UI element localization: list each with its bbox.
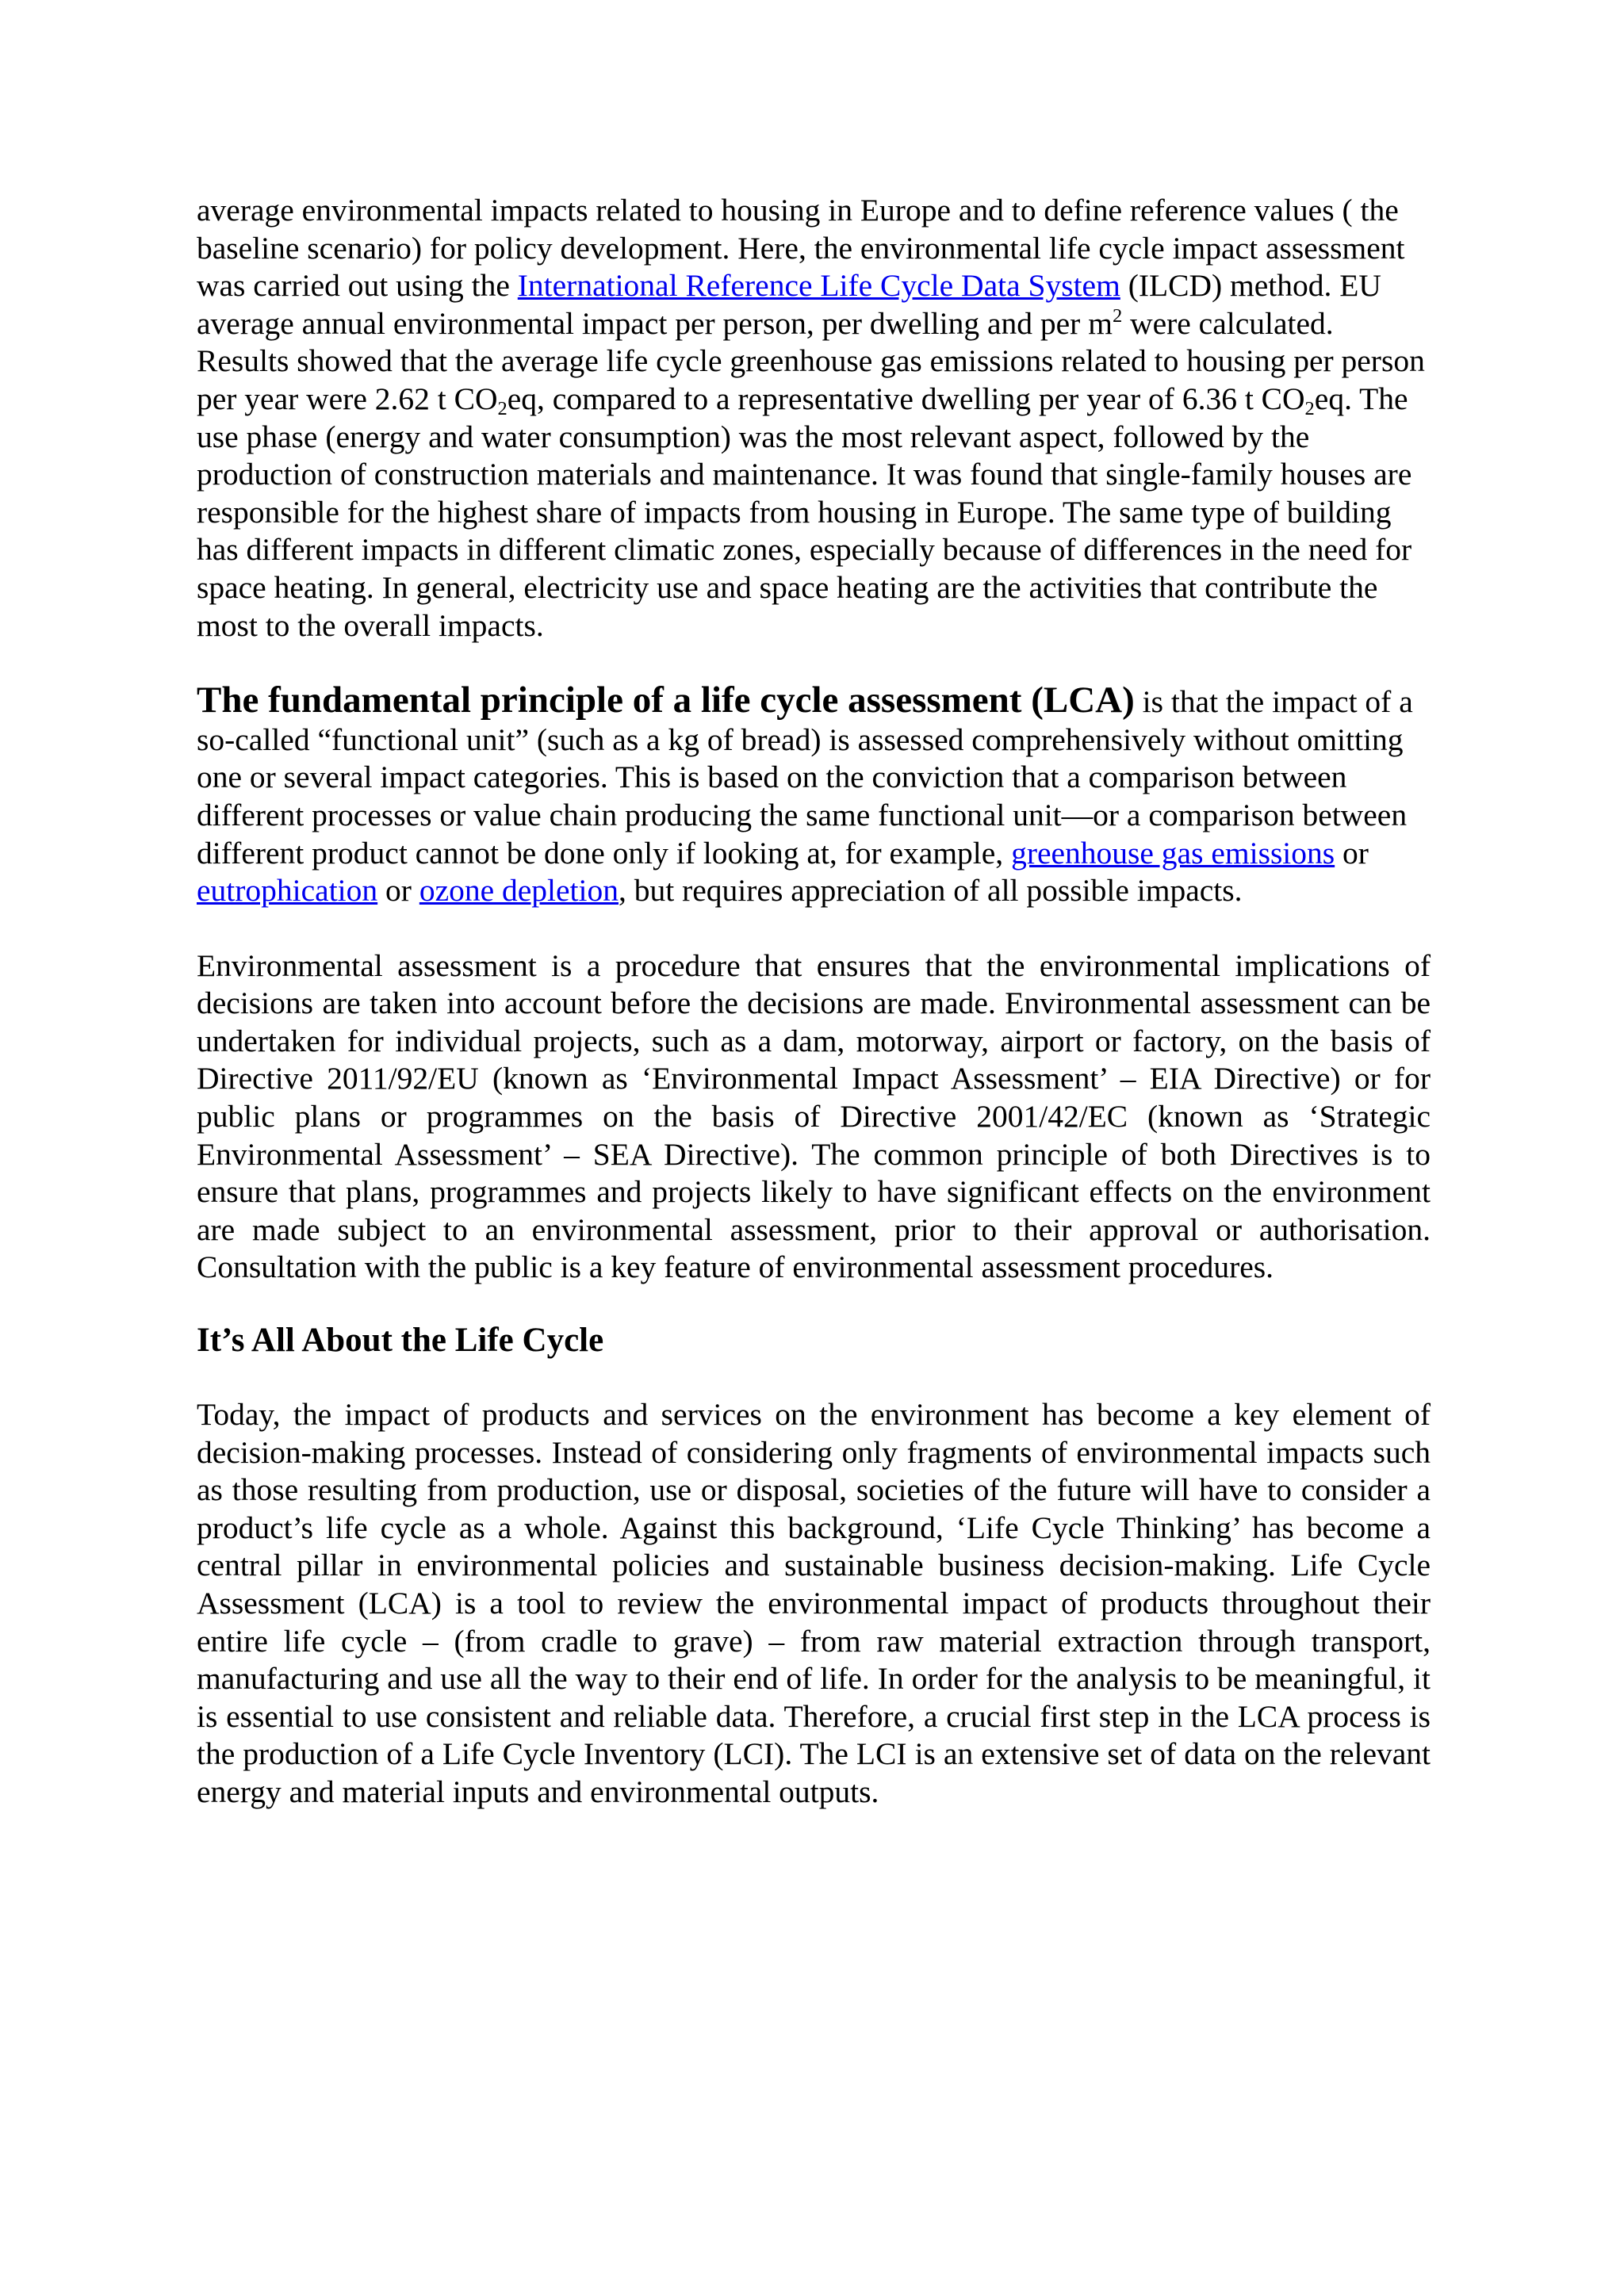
text: were calculated. Results showed that the average life cycle greenhouse gas emissions related to housing per person per year were 2.62 t CO [197,305,1425,416]
lead-heading: The fundamental principle of a life cycle assessment (LCA) [197,679,1135,721]
text: , but requires appreciation of all possible impacts. [619,873,1243,909]
text: eq. The use phase (energy and water consumption) was the most relevant aspect, followed by the production of construction materials and maintenance. It was found that single-family houses are responsible for the highest share of impacts from housing in Europe. The same type of building has different impacts in different climatic zones, especially because of differences in the need for space heating. In general, electricity use and space heating are the activities that contribute the most to the overall impacts. [197,381,1412,643]
paragraph-life-cycle: Today, the impact of products and services on the environment has become a key element of decision-making processes. Instead of considering only fragments of environmental impacts such as those resulting from production, use or disposal, societies of the future will have to consider a product’s life cycle as a whole. Against this background, ‘Life Cycle Thinking’ has become a central pillar in environmental policies and sustainable business decision-making. Life Cycle Assessment (LCA) is a tool to review the environmental impact of products throughout their entire life cycle – (from cradle to grave) – from raw material extraction through transport, manufacturing and use all the way to their end of life. In order for the analysis to be meaningful, it is essential to use consistent and reliable data. Therefore, a crucial first step in the LCA process is the production of a Life Cycle Inventory (LCI). The LCI is an extensive set of data on the relevant energy and material inputs and environmental outputs. [197,1397,1431,1809]
subscript: 2 [1304,397,1315,419]
link-ilcd[interactable]: International Reference Life Cycle Data System [517,268,1120,304]
link-ozone-depletion[interactable]: ozone depletion [419,873,619,909]
link-eutrophication[interactable]: eutrophication [197,873,378,909]
paragraph-lca-principle [197,679,1431,910]
subscript: 2 [497,397,508,419]
text: eq, compared to a representative dwelling per year of 6.36 t CO [507,381,1305,416]
link-greenhouse-gas-emissions[interactable]: greenhouse gas emissions [1011,835,1335,871]
document-page [197,192,1431,1812]
text: (ILCD) method. EU average annual environmental impact per person, per dwelling and per m [197,268,1381,341]
paragraph-housing-impacts [197,192,1431,645]
paragraph-environmental-assessment: Environmental assessment is a procedure that ensures that the environmental implications of decisions are taken into account before the decisions are made. Environmental assessment can be undertaken for individual projects, such as a dam, motorway, airport or factory, on the basis of Directive 2011/92/EU (known as ‘Environmental Impact Assessment’ – EIA Directive) or for public plans or programmes on the basis of Directive 2001/42/EC (known as ‘Strategic Environmental Assessment’ – SEA Directive). The common principle of both Directives is to ensure that plans, programmes and projects likely to have significant effects on the environment are made subject to an environmental assessment, prior to their approval or authorisation. Consultation with the public is a key feature of environmental assessment procedures. [197,947,1431,1285]
superscript: 2 [1112,304,1123,327]
text: average environmental impacts related to housing in Europe and to define reference values ( the baseline scenario) for policy development. Here, the environmental life cycle impact assessment was carried out using the [197,193,1405,304]
text: or [377,873,419,909]
text: is that the impact of a so-called “functional unit” (such as a kg of bread) is assessed comprehensively without omitting one or several impact categories. This is based on the conviction that a comparison between different processes or value chain producing the same functional unit—or a comparison between different product cannot be done only if looking at, for example, [197,684,1413,871]
section-heading: It’s All About the Life Cycle [197,1322,604,1360]
text: or [1335,835,1369,871]
